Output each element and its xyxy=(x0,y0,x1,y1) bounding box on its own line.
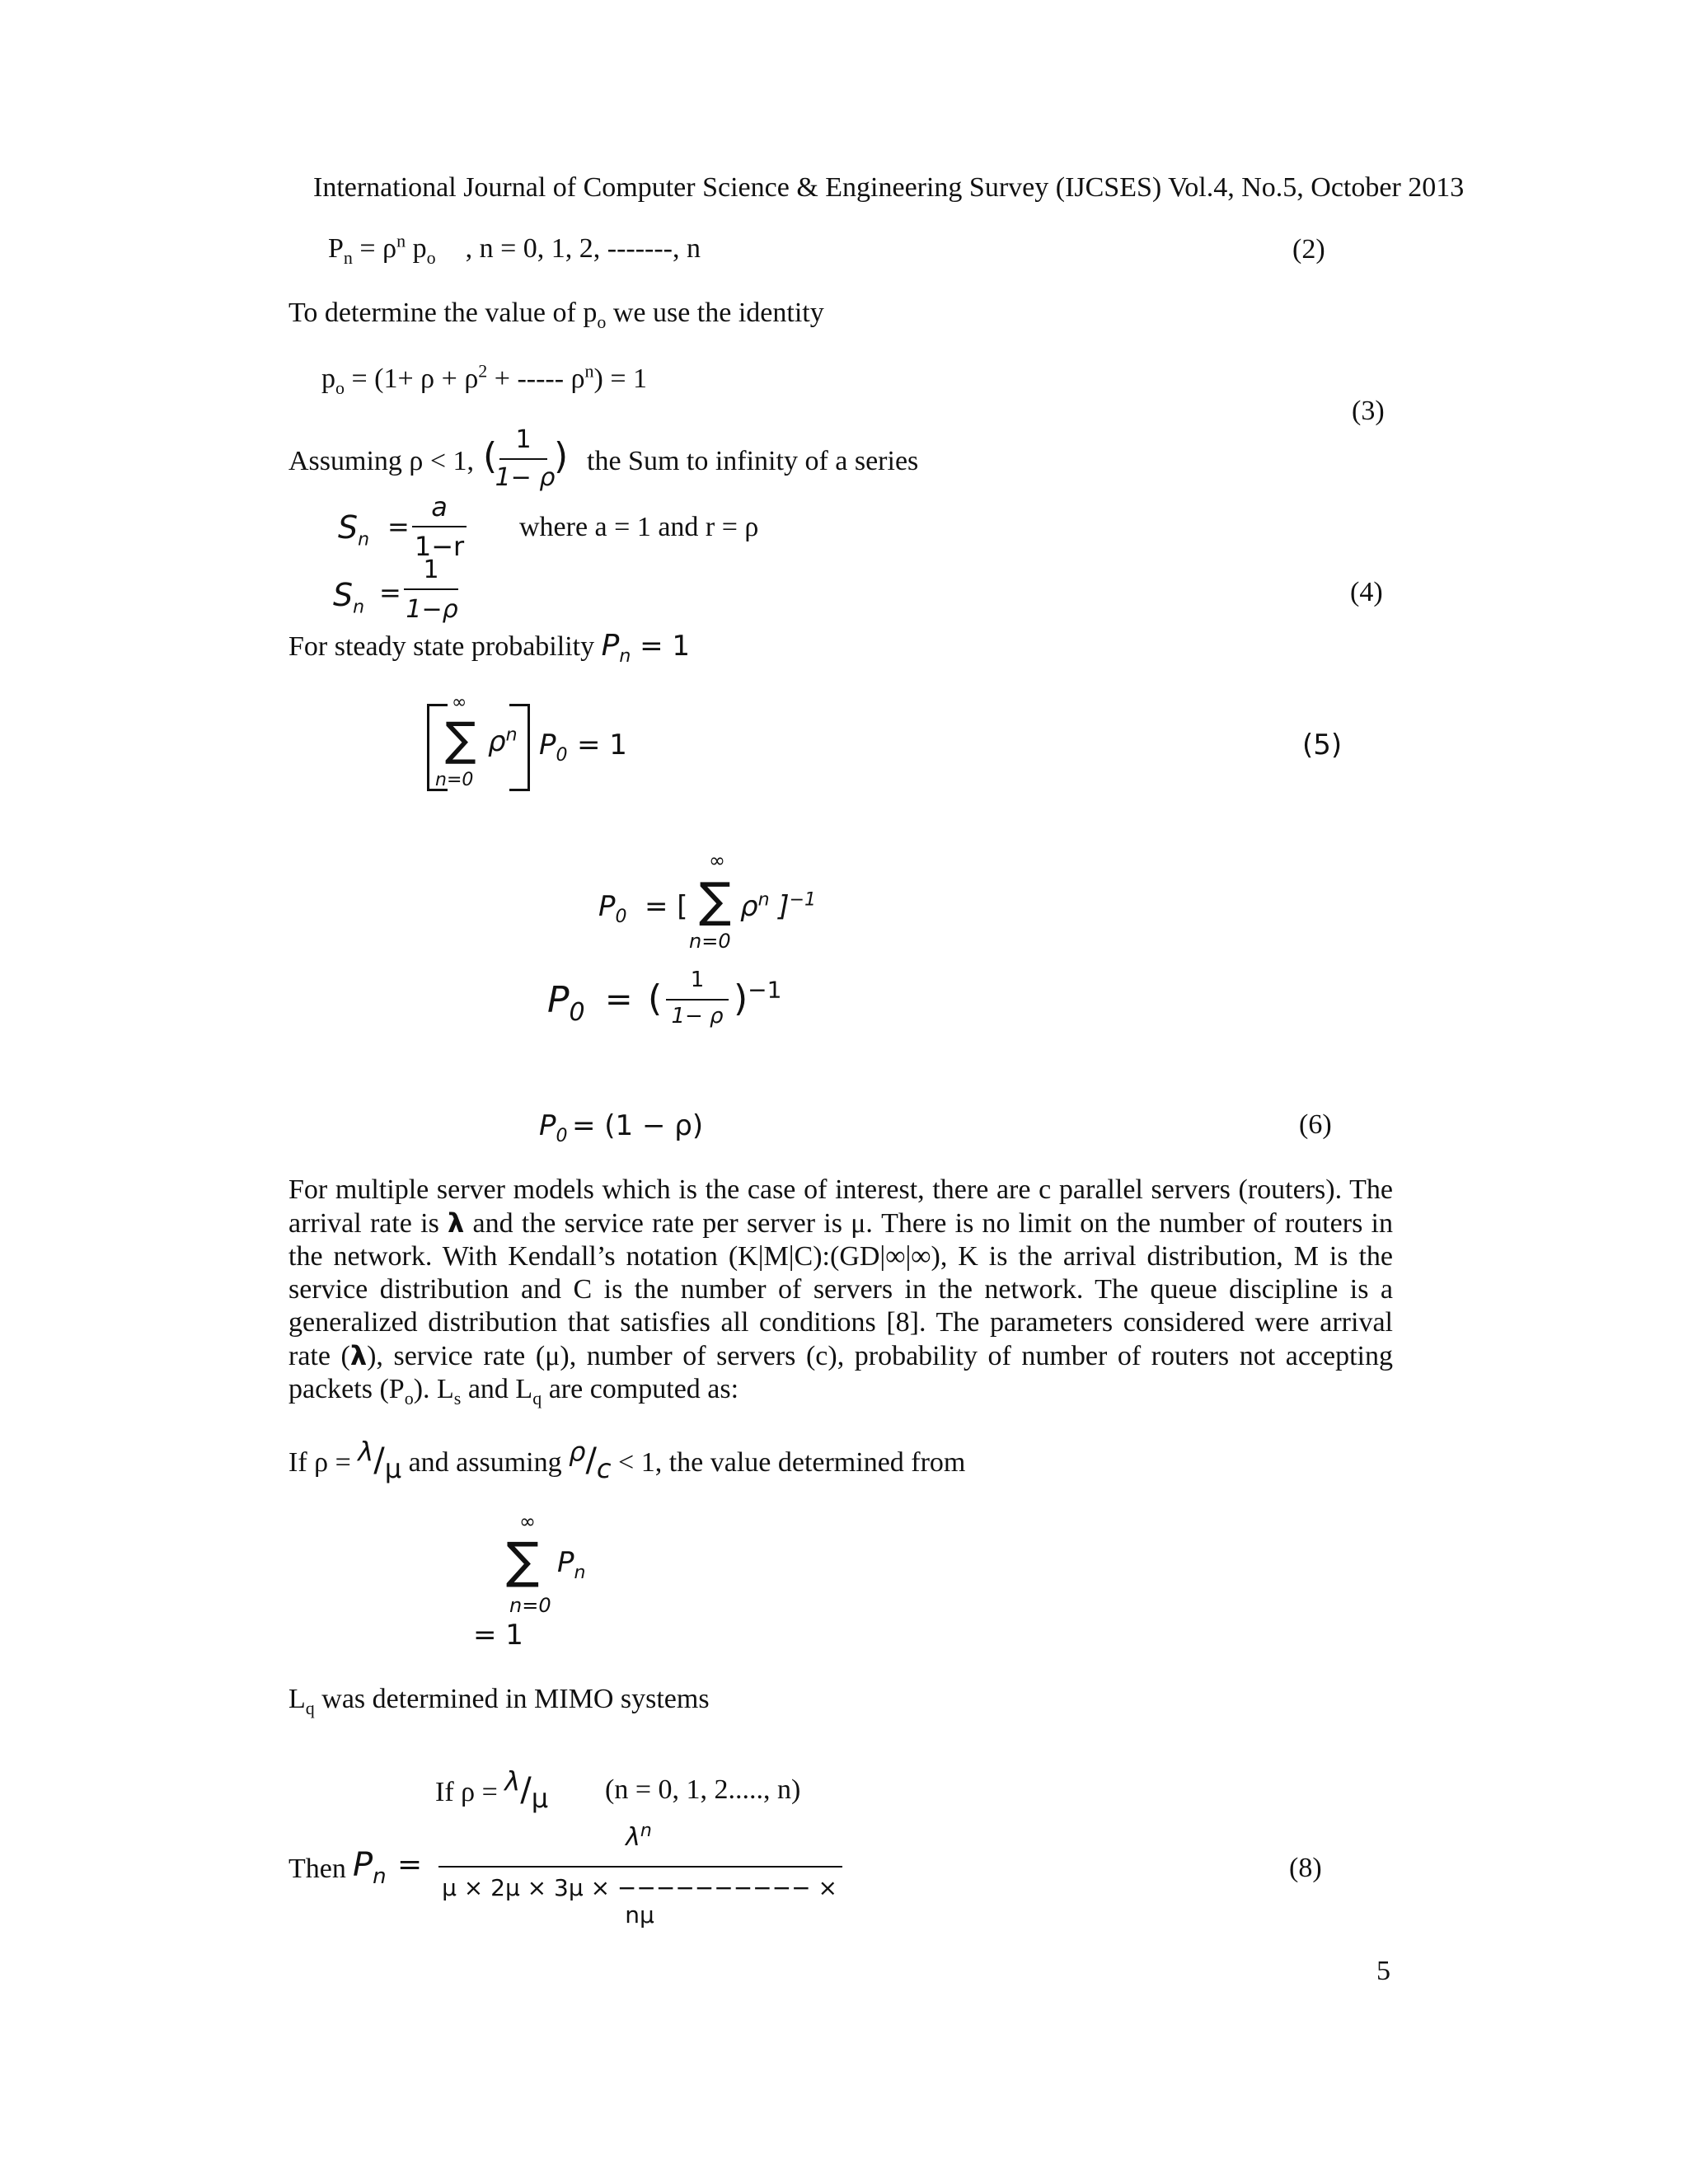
sum-lower-limit: n=0 xyxy=(509,1594,551,1617)
rho-definition-line: If $\rho = ^\lambda/_\mu$ xyxy=(435,1765,549,1814)
identity-sentence: To determine the value of $p_o$ we use the identity xyxy=(288,298,824,332)
sn-symbol-2: $S_n$ xyxy=(333,577,365,618)
then-label: Then xyxy=(288,1854,346,1884)
equation-2: $P_n = \rho^n$ $p_o$ , n = 0, 1, 2, -------, n xyxy=(328,230,701,268)
fraction-denominator: 1− ρ xyxy=(671,1004,724,1029)
pn-symbol: $P_n$ xyxy=(557,1546,586,1583)
index-range: (n = 0, 1, 2....., n) xyxy=(605,1774,801,1805)
close-paren: ) xyxy=(554,435,569,477)
open-paren: ( xyxy=(483,435,498,477)
fraction-numerator: a xyxy=(431,491,448,523)
fraction-numerator: 1 xyxy=(690,968,705,992)
open-paren: ( xyxy=(648,977,663,1019)
equation-3: $p_o = (1+ \rho + \rho^2$ + ----- $\rho^n) = 1$ xyxy=(321,360,648,398)
where-text: where a = 1 and r = ρ xyxy=(519,512,759,542)
p0-symbol-large: $P_0$ xyxy=(547,979,585,1027)
fraction-bar xyxy=(412,526,467,527)
equals-sign: = xyxy=(387,511,410,542)
fraction-numerator: $\lambda^n$ xyxy=(626,1821,652,1852)
equation-number-6: (6) xyxy=(1299,1109,1332,1140)
p0-symbol: $P_0$ xyxy=(598,890,627,927)
equation-number-2: (2) xyxy=(1292,234,1325,265)
pn-symbol: $P_n$ xyxy=(353,1846,387,1889)
steady-state-text: For steady state probability $P_n = 1$ xyxy=(288,629,691,667)
equals-sign: = xyxy=(397,1848,423,1882)
fraction-denominator: 1−ρ xyxy=(406,595,458,624)
rho-power: $\rho^n$ ]$^{-1}$ xyxy=(740,889,817,923)
journal-header: International Journal of Computer Science & Engineering Survey (IJCSES) Vol.4, No.5, October 2013 xyxy=(313,172,1465,203)
fraction-denominator: μ × 2μ × 3μ × −−−−−−−−−− × nμ xyxy=(442,1874,837,1929)
sum-lower-limit: n=0 xyxy=(435,770,474,790)
assumption-text: Assuming ρ < 1, xyxy=(288,446,475,476)
rho-power: $\rho^n$ xyxy=(488,724,518,758)
equals-one: = 1 xyxy=(577,729,627,762)
lq-sentence: $L_q$ was determined in MIMO systems xyxy=(288,1684,710,1718)
equals-bracket: = [ xyxy=(645,890,688,923)
sigma-symbol: ∑ xyxy=(506,1532,540,1590)
sn-symbol-1: $S_n$ xyxy=(338,509,370,551)
equation-number-3: (3) xyxy=(1352,396,1385,426)
sum-upper-limit: ∞ xyxy=(709,849,725,872)
equals-one: = 1 xyxy=(473,1619,523,1652)
equation-number-5: (5) xyxy=(1302,729,1343,762)
body-paragraph: For multiple server models which is the case of interest, there are c parallel servers (routers). The arrival rate is λ and the service rate per server is μ. There is no limit on the number of routers in the network. With Kendall’s notation (K|M|C):(GD|∞|∞), K is the arrival distribution, M is the service distribution and C is the number of servers in the network. The queue discipline is a generalized distribution that satisfies all conditions [8]. The parameters considered were arrival rate (λ), service rate (μ), number of servers (c), probability of number of routers not accepting packets $(P_o)$. $L_s$ and $L_q$ are computed as: xyxy=(288,1174,1393,1408)
p0-symbol: $P_0$ xyxy=(539,729,568,766)
fraction-numerator: 1 xyxy=(515,425,532,454)
sigma-symbol: ∑ xyxy=(699,872,732,928)
fraction-bar xyxy=(438,1866,842,1868)
sum-upper-limit: ∞ xyxy=(452,692,467,713)
sum-upper-limit: ∞ xyxy=(519,1510,536,1533)
fraction-numerator: 1 xyxy=(423,555,439,584)
series-text: the Sum to infinity of a series xyxy=(587,446,919,476)
fraction-bar xyxy=(499,458,547,460)
rho-condition-line: If $\rho = ^\lambda/_\mu$ and assuming $^\rho/_c < 1$, the value determined from xyxy=(288,1436,966,1484)
equation-6-rhs: = (1 − ρ) xyxy=(572,1109,704,1142)
equals-sign: = xyxy=(379,577,401,608)
sigma-symbol: ∑ xyxy=(445,713,476,766)
fraction-bar xyxy=(404,588,458,590)
page-number: 5 xyxy=(1376,1956,1390,1986)
equals-sign: = xyxy=(605,981,633,1019)
fraction-bar xyxy=(666,999,729,1001)
fraction-denominator: 1−r xyxy=(414,531,465,562)
close-paren: )$^{-1}$ xyxy=(734,976,782,1019)
equation-number-4: (4) xyxy=(1350,577,1383,607)
sum-lower-limit: n=0 xyxy=(689,930,731,953)
equation-number-8: (8) xyxy=(1289,1853,1322,1883)
fraction-denominator: 1− ρ xyxy=(495,463,556,492)
p0-symbol: $P_0$ xyxy=(539,1109,568,1146)
